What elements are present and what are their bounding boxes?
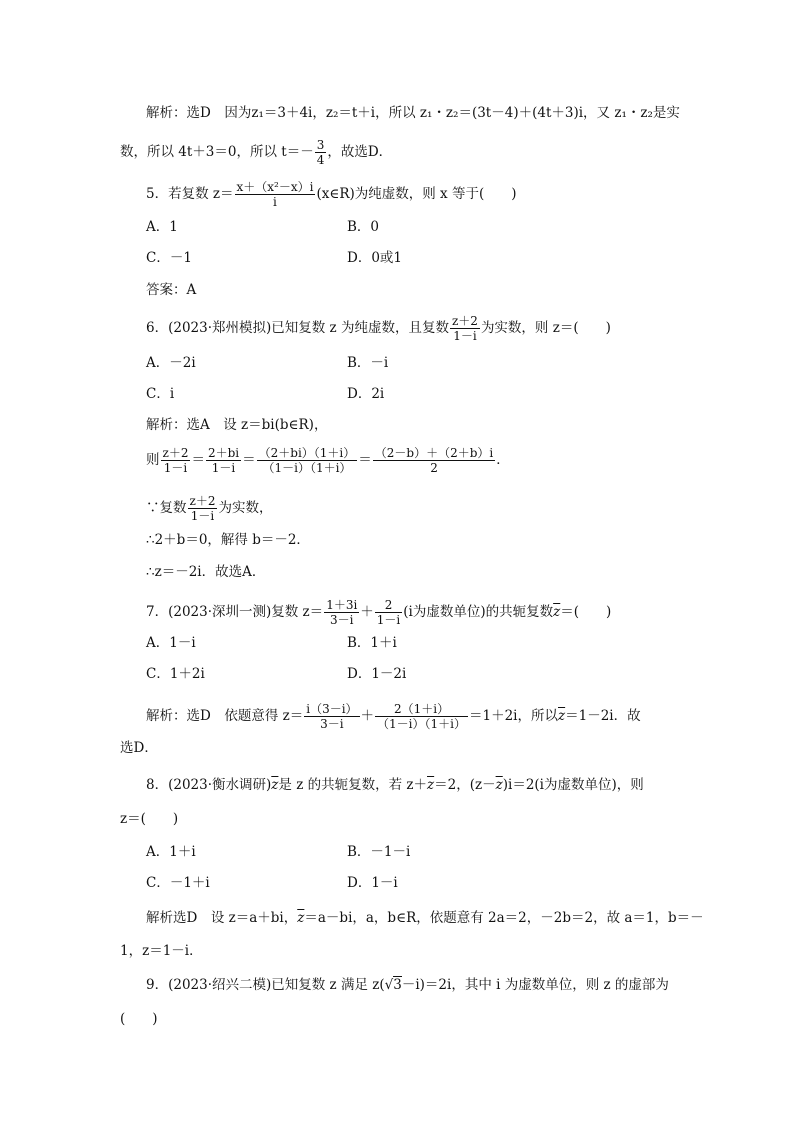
conjugate-z: $\overline{z}$: [271, 777, 279, 793]
fraction: $\frac{\text{x＋（x²－x）i}}{i}$: [236, 180, 314, 209]
q8-stem: 8．(2023·衡水调研)$\overline{z}$是 z 的共轭复数，若 $z+\overline{z}=2$，$(z-\overline{z})i=2(i$为虚数单位)，则: [146, 777, 644, 793]
fraction: $\frac{2(1+i)}{(1-i)(1+i)}$: [377, 702, 466, 731]
q6-text: 为实数，则 z＝( ): [480, 320, 611, 336]
fraction: $\frac{2+bi}{1-i}$: [207, 446, 240, 475]
q6-option-d: D．2i: [347, 386, 385, 402]
fraction: $\frac{z+2}{1-i}$: [451, 314, 478, 343]
q5-text: (x∈R)为纯虚数，则 x 等于( ): [316, 186, 517, 202]
fraction: $\frac{1+3i}{3-i}$: [326, 598, 358, 627]
q8-option-b: B．－1－i: [347, 844, 411, 860]
conjugate-z: $\overline{z}$: [558, 708, 566, 724]
q8-solution-line1: 解析选D 设 z＝a＋bi，$\overline{z}=a-bi$，a，b∈R，依题意有 2a＝2，－2b＝2，故 a＝1，b＝－: [146, 910, 704, 926]
q5-option-d: D．0或1: [347, 250, 403, 266]
fraction: $\frac{(2+bi)(1+i)}{(1-i)(1+i)}$: [258, 446, 356, 475]
q5-answer: 答案：A: [146, 282, 197, 298]
q5-option-b: B．0: [347, 219, 380, 235]
q6-solution-line4: ∴2＋b＝0，解得 b＝－2．: [146, 532, 310, 548]
q6-solution-line2: 则 $\frac{z+2}{1-i}$ ＝ $\frac{2+bi}{1-i}$ ＝ $\frac{(2+bi)(1+i)}{(1-i)(1+i)}$ ＝ $\frac{(2-b)+(2+b)i}{2}$ ．: [146, 446, 510, 475]
sqrt-radicand: 3: [393, 977, 402, 993]
solution-label: 解析：选D 因为: [146, 105, 252, 121]
fraction: $\frac{2}{1-i}$: [376, 598, 401, 627]
q9-stem: 9．(2023·绍兴二模)已知复数 z 满足 z(√3－i)＝2i，其中 i 为虚数单位，则 z 的虚部为: [146, 977, 669, 993]
sqrt-icon: √: [384, 977, 394, 993]
q4-solution-line1: [146, 104, 680, 122]
q8-solution-line2: 1，z＝1－i．: [120, 943, 203, 959]
fraction: $\frac{i(3-i)}{3-i}$: [306, 702, 358, 731]
q6-stem: [146, 314, 611, 343]
q7-option-b: B．1＋i: [347, 635, 397, 651]
q9-stem-line2: ( ): [120, 1011, 158, 1027]
q6-solution-line3: ∵复数 $\frac{z+2}{1-i}$ 为实数，: [146, 494, 273, 523]
fraction: $\frac{z+2}{1-i}$: [189, 494, 216, 523]
q4-solution-line2: [120, 138, 392, 167]
fraction: $\frac{3}{4}$: [316, 138, 325, 167]
solution-text: z₁＝3＋4i，z₂＝t＋i，所以 z₁・z₂＝(3t－4)＋(4t＋3)i，又 z₁・z₂是实: [251, 105, 680, 121]
conjugate-z: $\overline{z}$: [297, 910, 305, 926]
q5-option-c: C．－1: [146, 250, 192, 266]
q5-text: 5．若复数 z＝: [146, 186, 234, 202]
q7-option-a: A．1－i: [146, 635, 196, 651]
conjugate-z: $\overline{z}$: [427, 777, 435, 793]
solution-text: ，故选D．: [327, 144, 393, 160]
q8-stem-line2: z＝( ): [120, 811, 179, 827]
conjugate-z: $\overline{z}$: [553, 604, 561, 620]
q7-option-d: D．1－2i: [347, 666, 407, 682]
q6-option-c: C．i: [146, 386, 175, 402]
q6-option-a: A．－2i: [146, 355, 196, 371]
q5-option-a: A．1: [146, 219, 178, 235]
solution-text: 数，所以 4t＋3＝0，所以 t＝－: [120, 144, 314, 160]
fraction: $\frac{z+2}{1-i}$: [162, 446, 189, 475]
q6-option-b: B．－i: [347, 355, 389, 371]
q6-solution-line5: ∴z＝－2i．故选A．: [146, 564, 266, 580]
q8-option-d: D．1－i: [347, 875, 398, 891]
q7-solution-line2: 选D．: [120, 740, 158, 756]
q7-option-c: C．1＋2i: [146, 666, 205, 682]
conjugate-z: $\overline{z}$: [495, 777, 503, 793]
q8-option-c: C．－1＋i: [146, 875, 210, 891]
q6-solution-line1: 解析：选A 设 z＝bi(b∈R)，: [146, 417, 328, 433]
q5-stem: [146, 180, 517, 209]
q7-stem: 7．(2023·深圳一测)复数 z＝ $\frac{1+3i}{3-i}$ ＋ $\frac{2}{1-i}$ (i为虚数单位)的共轭复数$\overline{z}=$( ): [146, 598, 612, 627]
q8-option-a: A．1＋i: [146, 844, 196, 860]
fraction: $\frac{(2-b)+(2+b)i}{2}$: [374, 446, 494, 475]
q6-text: 6．(2023·郑州模拟)已知复数 z 为纯虚数，且复数: [146, 320, 449, 336]
q7-solution-line1: 解析：选D 依题意得 z＝ $\frac{i(3-i)}{3-i}$ ＋ $\frac{2(1+i)}{(1-i)(1+i)}$ ＝1＋2i，所以$\overline{z}=1-2i$．故: [146, 702, 641, 731]
